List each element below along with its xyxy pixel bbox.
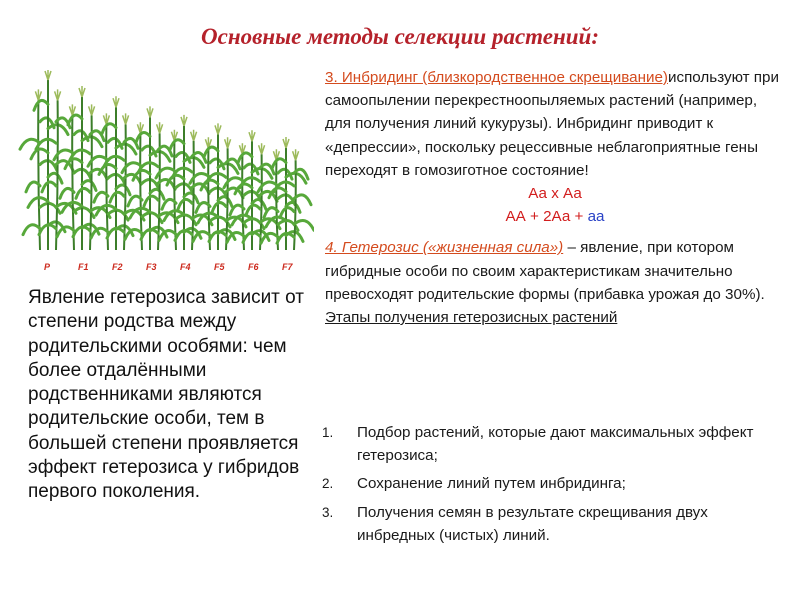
generation-label-f7: F7	[282, 262, 293, 272]
inbreeding-heading: 3. Инбридинг (близкородственное скрещивание)	[325, 69, 668, 86]
inbreeding-paragraph	[325, 66, 785, 182]
methods-column	[325, 66, 785, 329]
corn-plant-p	[20, 70, 76, 250]
heterosis-paragraph	[325, 236, 785, 329]
slide-title: Основные методы селекции растений:	[201, 24, 599, 49]
cross-formula: Аа х Аа	[528, 185, 582, 203]
inbreeding-body: используют при самоопылении перекрестноопыляемых растений (например, для получения линий кукурузы). Инбридинг приводит к «депрессии», поскольку рецессивные неблагоприятные гены переходят в гомозиготное состояние!	[325, 69, 779, 179]
heterosis-heading: 4. Гетерозис («жизненная сила»)	[325, 239, 564, 257]
offspring-formula-recessive: аа	[587, 208, 605, 226]
offspring-formula-red: АА + 2Аа +	[505, 208, 588, 226]
generation-label-f3: F3	[146, 262, 157, 272]
list-item: 2. Сохранение линий путем инбридинга;	[322, 475, 626, 493]
list-item: 3. Получения семян в результате скрещивания двух инбредных (чистых) линий.	[322, 503, 708, 544]
generation-label-f4: F4	[180, 262, 191, 272]
heterosis-steps-list	[322, 421, 785, 552]
heterosis-stages-label: Этапы получения гетерозисных растений	[325, 309, 618, 327]
generation-label-f6: F6	[248, 262, 259, 272]
corn-generations-illustration	[14, 70, 314, 280]
generation-label-f5: F5	[214, 262, 225, 272]
offspring-formula	[325, 205, 785, 228]
generation-label-f1: F1	[78, 262, 89, 272]
generation-label-f2: F2	[112, 262, 123, 272]
heterosis-body: – явление, при котором гибридные особи по своим характеристикам значительно превосходят родительские формы (прибавка урожая до 30%).	[325, 239, 765, 303]
generation-label-p: P	[44, 262, 51, 272]
list-item: 1. Подбор растений, которые дают максимальных эффект гетерозиса;	[322, 424, 754, 465]
heterosis-dependency-text: Явление гетерозиса зависит от степени родства между родительскими особями: чем более отдалёнными родственниками являются родительские особи, тем в большей степени проявляется эффект гетерозиса у гибридов первого поколения.	[28, 287, 305, 503]
